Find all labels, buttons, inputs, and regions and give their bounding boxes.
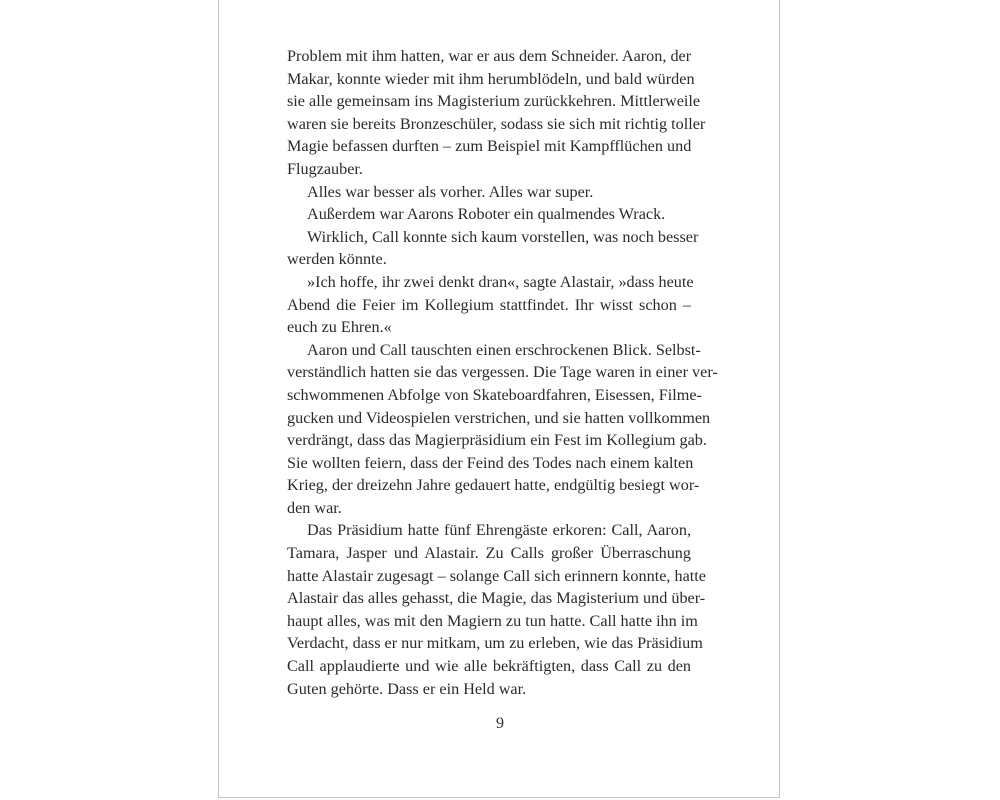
text-line: Makar, konnte wieder mit ihm herumblödeln, und bald würden — [287, 69, 695, 88]
text-line: verdrängt, dass das Magierpräsidium ein Fest im Kollegium gab. — [287, 431, 707, 450]
text-line: Das Präsidium hatte fünf Ehrengäste erkoren: Call, Aaron, — [307, 521, 691, 540]
text-line: Call applaudierte und wie alle bekräftigten, dass Call zu den — [287, 657, 691, 676]
text-line: Problem mit ihm hatten, war er aus dem Schneider. Aaron, der — [287, 47, 692, 65]
text-line: Abend die Feier im Kollegium stattfindet. Ihr wisst schon – — [287, 295, 691, 314]
text-line: Außerdem war Aarons Roboter ein qualmendes Wrack. — [307, 205, 666, 224]
text-line: schwommenen Abfolge von Skateboardfahren, Eisessen, Filme- — [287, 385, 702, 404]
body-text — [287, 45, 718, 700]
text-line: verständlich hatten sie das vergessen. Die Tage waren in einer ver- — [287, 363, 718, 382]
text-line: Guten gehörte. Dass er ein Held war. — [287, 679, 527, 698]
text-line: Alles war besser als vorher. Alles war super. — [307, 182, 594, 201]
text-line: Alastair das alles gehasst, die Magie, das Magisterium und über- — [287, 589, 706, 608]
text-line: Aaron und Call tauschten einen erschrockenen Blick. Selbst- — [307, 340, 701, 359]
text-line: den war. — [287, 498, 342, 517]
text-line: Verdacht, dass er nur mitkam, um zu erleben, wie das Präsidium — [287, 634, 703, 653]
text-line: euch zu Ehren.« — [287, 318, 392, 337]
text-line: werden könnte. — [287, 250, 387, 269]
text-line: waren sie bereits Bronzeschüler, sodass sie sich mit richtig toller — [287, 114, 706, 133]
text-line: Wirklich, Call konnte sich kaum vorstellen, was noch besser — [307, 227, 699, 246]
page-number: 9 — [496, 715, 504, 732]
text-line: Krieg, der dreizehn Jahre gedauert hatte, endgültig besiegt wor- — [287, 476, 700, 495]
text-line: haupt alles, was mit den Magiern zu tun hatte. Call hatte ihn im — [287, 611, 698, 630]
text-line: Magie befassen durften – zum Beispiel mit Kampfflüchen und — [287, 137, 692, 156]
text-line: sie alle gemeinsam ins Magisterium zurückkehren. Mittlerweile — [287, 92, 701, 111]
text-line: Flugzauber. — [287, 159, 363, 178]
text-line: hatte Alastair zugesagt – solange Call sich erinnern konnte, hatte — [287, 566, 706, 585]
text-line: Sie wollten feiern, dass der Feind des Todes nach einem kalten — [287, 453, 694, 472]
text-line: gucken und Videospielen verstrichen, und sie hatten vollkommen — [287, 408, 711, 427]
text-line: »Ich hoffe, ihr zwei denkt dran«, sagte Alastair, »dass heute — [307, 272, 694, 291]
text-line: Tamara, Jasper und Alastair. Zu Calls großer Überraschung — [287, 544, 691, 563]
